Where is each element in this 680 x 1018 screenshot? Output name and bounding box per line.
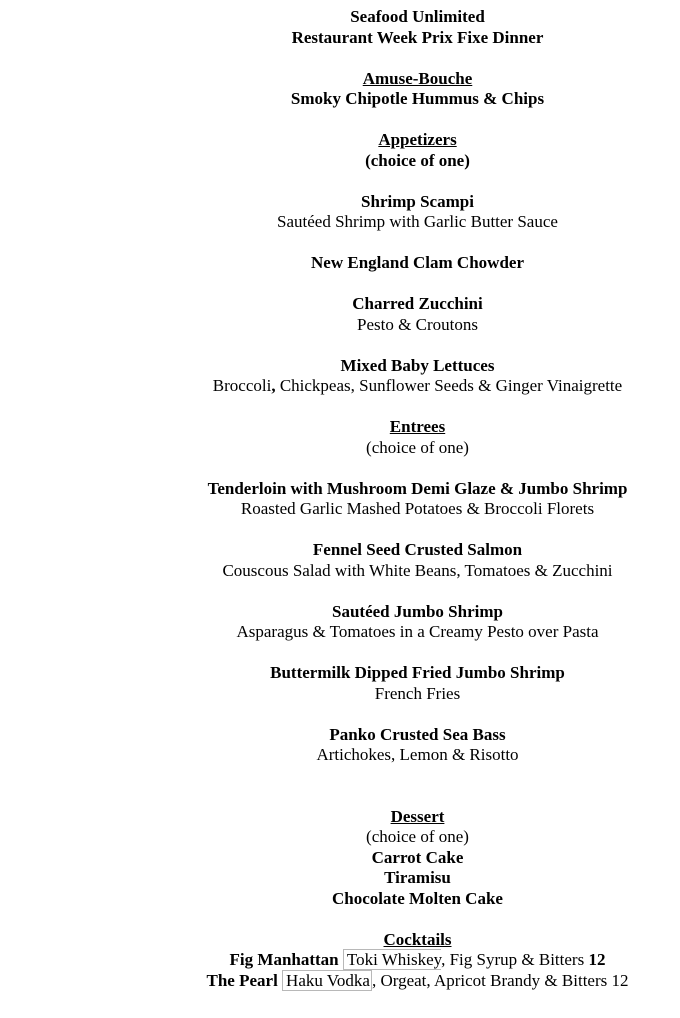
cocktail-row <box>160 971 675 992</box>
appetizers-note: (choice of one) <box>365 150 470 170</box>
cocktail-price: 12 <box>588 950 606 969</box>
appetizer-desc <box>160 376 675 397</box>
dessert-heading: Dessert <box>390 806 445 826</box>
entree-name: Tenderloin with Mushroom Demi Glaze & Jumbo Shrimp <box>207 478 628 498</box>
appetizer-name: Charred Zucchini <box>352 294 483 313</box>
amuse-item: Smoky Chipotle Hummus & Chips <box>290 89 545 108</box>
appetizer-desc: Pesto & Croutons <box>357 314 478 334</box>
cocktail-ingredients: , Orgeat, Apricot Brandy & Bitters 12 <box>371 970 629 990</box>
entree-name: Panko Crusted Sea Bass <box>329 724 506 744</box>
entrees-note: (choice of one) <box>366 437 469 457</box>
appetizer-desc-part: Broccoli <box>212 376 272 395</box>
event-title: Restaurant Week Prix Fixe Dinner <box>291 27 544 47</box>
appetizer-name: Shrimp Scampi <box>361 191 474 211</box>
menu-column <box>160 7 675 991</box>
dessert-section <box>160 807 675 828</box>
appetizers-heading: Appetizers <box>378 130 457 149</box>
appetizers-section <box>160 130 675 151</box>
cocktail-spirit: Haku Vodka <box>282 970 372 991</box>
entree-name: Sautéed Jumbo Shrimp <box>332 601 503 621</box>
amuse-section <box>160 69 675 90</box>
entree-desc: Asparagus & Tomatoes in a Creamy Pesto over Pasta <box>236 622 599 641</box>
restaurant-name: Seafood Unlimited <box>350 7 485 26</box>
dessert-item: Chocolate Molten Cake <box>332 888 503 908</box>
cocktails-section <box>160 930 675 951</box>
cocktail-row <box>160 950 675 971</box>
entrees-heading: Entrees <box>389 417 446 436</box>
cocktail-ingredients: , Fig Syrup & Bitters <box>441 950 589 969</box>
entree-desc: Couscous Salad with White Beans, Tomatoes & Zucchini <box>222 560 613 580</box>
dessert-note: (choice of one) <box>366 827 469 846</box>
entree-name: Buttermilk Dipped Fried Jumbo Shrimp <box>270 663 565 682</box>
appetizer-desc-comma: , <box>271 376 276 395</box>
entree-desc: French Fries <box>374 683 461 703</box>
entrees-section <box>160 417 675 438</box>
cocktails-heading: Cocktails <box>383 929 452 949</box>
appetizer-desc-part: Chickpeas, Sunflower Seeds & Ginger Vinaigrette <box>275 376 623 395</box>
appetizer-desc: Sautéed Shrimp with Garlic Butter Sauce <box>277 212 558 231</box>
entree-name: Fennel Seed Crusted Salmon <box>312 540 523 559</box>
amuse-heading: Amuse-Bouche <box>362 68 473 88</box>
entree-desc: Artichokes, Lemon & Risotto <box>316 745 519 764</box>
dessert-item: Tiramisu <box>384 868 451 887</box>
entree-desc: Roasted Garlic Mashed Potatoes & Broccoli Florets <box>240 499 595 518</box>
cocktail-name: Fig Manhattan <box>229 950 339 969</box>
cocktail-spirit: Toki Whiskey <box>343 949 441 970</box>
dessert-item: Carrot Cake <box>371 847 464 867</box>
appetizer-name: New England Clam Chowder <box>311 253 524 272</box>
appetizer-name: Mixed Baby Lettuces <box>340 355 495 375</box>
cocktail-name: The Pearl <box>206 970 278 990</box>
